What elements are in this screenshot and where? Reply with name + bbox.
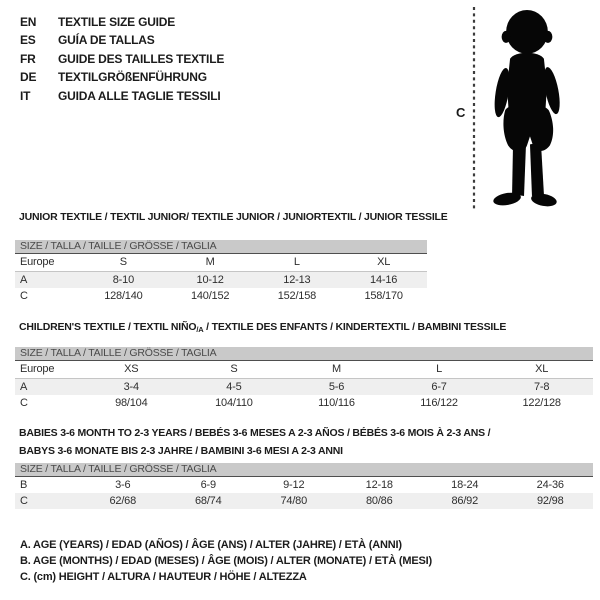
language-code: ES [20, 33, 36, 48]
title-text: / TEXTILE DES ENFANTS / KINDERTEXTIL / BAMBINI TESSILE [203, 321, 507, 333]
value-cell: 98/104 [115, 397, 148, 409]
value-cell: 5-6 [328, 381, 345, 393]
note-age-months: B. AGE (MONTHS) / EDAD (MESES) / ÂGE (MOIS) / ALTER (MONATE) / ETÀ (MESI) [20, 555, 432, 567]
size-cell: L [436, 363, 443, 375]
value-cell: 116/122 [420, 397, 458, 409]
value-cell: 7-8 [534, 381, 550, 393]
size-cell: M [332, 363, 341, 375]
size-header-bar: SIZE / TALLA / TAILLE / GRÖSSE / TAGLIA [15, 347, 593, 361]
size-cell: XL [535, 363, 549, 375]
junior-table [15, 240, 427, 304]
value-cell: 12-18 [365, 479, 393, 491]
language-title: GUIDE DES TAILLES TEXTILE [58, 51, 225, 66]
table-row [15, 288, 427, 304]
legend-notes [20, 537, 432, 585]
value-cell: 86/92 [451, 495, 479, 507]
value-cell: 18-24 [451, 479, 479, 491]
title-subscript: /A [196, 325, 204, 334]
toddler-silhouette-icon [481, 9, 571, 208]
size-cell: M [205, 256, 215, 268]
title-text: CHILDREN'S TEXTILE / TEXTIL NIÑO [19, 321, 197, 333]
children-table-title [19, 321, 506, 334]
value-cell: 14-16 [370, 274, 398, 286]
table-row [15, 379, 593, 395]
language-row [20, 13, 224, 31]
title-line: BABYS 3-6 MONATE BIS 2-3 JAHRE / BAMBINI 3-6 MESI A 2-3 ANNI [19, 444, 343, 457]
language-row [20, 87, 224, 105]
size-cell: S [230, 363, 238, 375]
value-cell: 6-9 [200, 479, 216, 491]
value-cell: 12-13 [283, 274, 311, 286]
language-title: GUIDA ALLE TAGLIE TESSILI [58, 88, 221, 103]
value-cell: 68/74 [194, 495, 222, 507]
language-title: TEXTILGRÖßENFÜHRUNG [58, 70, 207, 85]
row-label: C [20, 290, 28, 302]
value-cell: 24-36 [536, 479, 564, 491]
table-row [15, 395, 593, 411]
row-label: Europe [20, 363, 55, 375]
row-label: C [20, 397, 28, 409]
language-code: FR [20, 51, 36, 66]
language-row [20, 50, 224, 68]
note-age-years: A. AGE (YEARS) / EDAD (AÑOS) / ÂGE (ANS) / ALTER (JAHRE) / ETÀ (ANNI) [20, 539, 402, 551]
babies-table-title [19, 425, 490, 460]
children-table [15, 347, 593, 411]
value-cell: 104/110 [215, 397, 253, 409]
value-cell: 128/140 [104, 290, 143, 302]
size-header-bar: SIZE / TALLA / TAILLE / GRÖSSE / TAGLIA [15, 463, 593, 477]
value-cell: 74/80 [280, 495, 308, 507]
table-row [15, 272, 427, 288]
size-cell: XL [377, 256, 391, 268]
language-code: DE [20, 70, 37, 85]
language-code: IT [20, 88, 31, 103]
value-cell: 158/170 [364, 290, 403, 302]
size-cell: S [119, 256, 127, 268]
value-cell: 140/152 [190, 290, 230, 302]
value-cell: 9-12 [283, 479, 305, 491]
language-row [20, 31, 224, 49]
value-cell: 6-7 [431, 381, 447, 393]
row-label: A [20, 381, 28, 393]
size-header-bar: SIZE / TALLA / TAILLE / GRÖSSE / TAGLIA [15, 240, 427, 254]
table-row [15, 477, 593, 493]
value-cell: 10-12 [196, 274, 224, 286]
value-cell: 8-10 [112, 274, 134, 286]
row-label: A [20, 274, 28, 286]
value-cell: 152/158 [277, 290, 317, 302]
title-line: BABIES 3-6 MONTH TO 2-3 YEARS / BEBÉS 3-6 MESES A 2-3 AÑOS / BÉBÉS 3-6 MOIS À 2-3 ANS / [19, 427, 491, 439]
junior-table-title: JUNIOR TEXTILE / TEXTIL JUNIOR/ TEXTILE JUNIOR / JUNIORTEXTIL / JUNIOR TESSILE [19, 211, 448, 223]
language-row [20, 68, 224, 86]
value-cell: 4-5 [226, 381, 242, 393]
size-cell: XS [124, 363, 139, 375]
height-dashed-line [472, 7, 476, 209]
table-row [15, 493, 593, 509]
value-cell: 80/86 [365, 495, 393, 507]
language-code: EN [20, 15, 37, 29]
row-label: Europe [20, 256, 55, 268]
size-cell: L [293, 256, 300, 268]
language-title-list [20, 13, 224, 105]
value-cell: 92/98 [536, 495, 564, 507]
table-row [15, 361, 593, 379]
row-label: B [20, 479, 28, 491]
babies-table [15, 463, 593, 509]
value-cell: 62/68 [109, 495, 137, 507]
height-measure-label: C [456, 105, 466, 120]
language-title: TEXTILE SIZE GUIDE [58, 15, 176, 29]
row-label: C [20, 495, 28, 507]
value-cell: 3-4 [123, 381, 139, 393]
note-height-cm: C. (cm) HEIGHT / ALTURA / HAUTEUR / HÖHE / ALTEZZA [20, 571, 307, 583]
language-title: GUÍA DE TALLAS [58, 33, 155, 48]
value-cell: 110/116 [318, 397, 355, 409]
table-row [15, 254, 427, 272]
value-cell: 122/128 [522, 397, 561, 409]
value-cell: 3-6 [115, 479, 131, 491]
